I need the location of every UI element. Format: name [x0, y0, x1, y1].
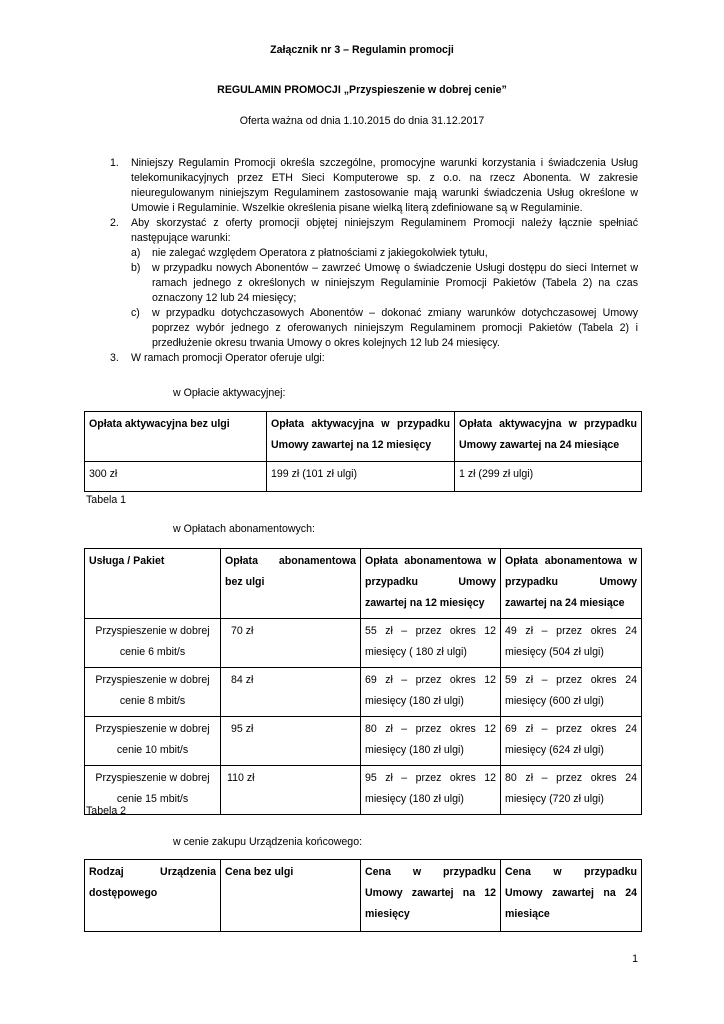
sub-item-letter: b) [131, 262, 141, 274]
rules-list [0, 156, 638, 366]
table-header-cell: Cena w przypadku Umowy zawartej na 24 miesiące [501, 860, 642, 932]
table-cell: 49 zł – przez okres 24 miesięcy (504 zł ulgi) [501, 619, 642, 668]
table-cell: 199 zł (101 zł ulgi) [267, 462, 455, 492]
table-header-cell: Opłata aktywacyjna w przypadku Umowy zawartej na 12 miesięcy [267, 412, 455, 462]
table-header-cell: Cena bez ulgi [221, 860, 361, 932]
item-number: 2. [110, 217, 119, 229]
table-cell: 1 zł (299 zł ulgi) [455, 462, 642, 492]
sub-item-text: nie zalegać względem Operatora z płatnościami z jakiegokolwiek tytułu, [152, 247, 488, 259]
table-cell: 110 zł [221, 766, 361, 815]
list-item [0, 216, 638, 246]
annex-title: Załącznik nr 3 – Regulamin promocji [270, 44, 454, 56]
table-cell: 69 zł – przez okres 24 miesięcy (624 zł ulgi) [501, 717, 642, 766]
table-header-cell: Usługa / Pakiet [85, 549, 221, 619]
sub-item [0, 246, 638, 261]
item-number: 3. [110, 352, 119, 364]
sub-item-text: w przypadku nowych Abonentów – zawrzeć Umowę o świadczenie Usługi dostępu do sieci Internet w ramach jednego z określonych w niniejszym Regulaminie Promocji Pakietów (Tabela 2) na czas oznaczony 12 lub 24 miesięcy; [152, 262, 638, 304]
table-row [85, 717, 642, 766]
table-cell: 55 zł – przez okres 12 miesięcy ( 180 zł ulgi) [361, 619, 501, 668]
sub-item-text: w przypadku dotychczasowych Abonentów – dokonać zmiany warunków dotychczasowej Umowy poprzez wybór jednego z oferowanych niniejszym Regulaminem promocji Pakietów (Tabela 2) i przedłużenie okresu trwania Umowy o okres kolejnych 12 lub 24 miesięcy. [152, 307, 638, 349]
sub-item-letter: a) [131, 247, 141, 259]
section-heading: w cenie zakupu Urządzenia końcowego: [173, 836, 363, 848]
table-header-row [85, 412, 642, 462]
activation-fee-table [84, 411, 642, 492]
list-item [0, 156, 638, 216]
device-price-table [84, 859, 642, 932]
table-row [85, 766, 642, 815]
table-header-cell: Opłata abonamentowa w przypadku Umowy zawartej na 12 miesięcy [361, 549, 501, 619]
table-cell: 70 zł [221, 619, 361, 668]
item-number: 1. [110, 157, 119, 169]
table-cell: 84 zł [221, 668, 361, 717]
validity-line: Oferta ważna od dnia 1.10.2015 do dnia 31.12.2017 [239, 115, 485, 127]
table-cell: 300 zł [85, 462, 267, 492]
item-text: Niniejszy Regulamin Promocji określa szczególne, promocyjne warunki korzystania i świadczenia Usług telekomunikacyjnych przez ETH Sieci Komputerowe sp. z o.o. na rzecz Abonenta. W zakresie nieuregulowanym niniejszym Regulaminem zastosowanie mają warunki świadczenia Usług określone w Umowie i Regulaminie. Wszelkie określenia pisane wielką literą zdefiniowane są w Regulaminie. [131, 157, 638, 214]
table-row [85, 462, 642, 492]
table-cell: 69 zł – przez okres 12 miesięcy (180 zł ulgi) [361, 668, 501, 717]
document-title: REGULAMIN PROMOCJI „Przyspieszenie w dobrej cenie” [217, 84, 507, 96]
table-caption: Tabela 1 [86, 494, 127, 506]
page-number: 1 [632, 953, 638, 965]
table-cell: 95 zł [221, 717, 361, 766]
table-header-cell: Opłata abonamentowa bez ulgi [221, 549, 361, 619]
table-cell: 80 zł – przez okres 12 miesięcy (180 zł ulgi) [361, 717, 501, 766]
table-cell: Przyspieszenie w dobrej cenie 8 mbit/s [85, 668, 221, 717]
sub-item [0, 306, 638, 351]
item-text: Aby skorzystać z oferty promocji objętej niniejszym Regulaminem Promocji należy łącznie spełniać następujące warunki: [131, 217, 638, 244]
table-header-row [85, 549, 642, 619]
sub-item-letter: c) [131, 307, 140, 319]
table-cell: Przyspieszenie w dobrej cenie 6 mbit/s [85, 619, 221, 668]
sub-item [0, 261, 638, 306]
table-header-cell: Opłata aktywacyjna w przypadku Umowy zawartej na 24 miesiące [455, 412, 642, 462]
item-text: W ramach promocji Operator oferuje ulgi: [131, 352, 325, 364]
table-cell: Przyspieszenie w dobrej cenie 15 mbit/s [85, 766, 221, 815]
section-heading: w Opłacie aktywacyjnej: [173, 387, 286, 399]
table-row [85, 668, 642, 717]
table-header-cell: Cena w przypadku Umowy zawartej na 12 miesięcy [361, 860, 501, 932]
list-item [0, 351, 638, 366]
table-header-cell: Rodzaj Urządzenia dostępowego [85, 860, 221, 932]
table-header-cell: Opłata aktywacyjna bez ulgi [85, 412, 267, 462]
table-caption: Tabela 2 [86, 805, 127, 817]
table-cell: 95 zł – przez okres 12 miesięcy (180 zł ulgi) [361, 766, 501, 815]
section-heading: w Opłatach abonamentowych: [173, 523, 315, 535]
table-header-cell: Opłata abonamentowa w przypadku Umowy zawartej na 24 miesiące [501, 549, 642, 619]
table-row [85, 619, 642, 668]
table-cell: 80 zł – przez okres 24 miesięcy (720 zł ulgi) [501, 766, 642, 815]
table-header-row [85, 860, 642, 932]
subscription-fee-table [84, 548, 642, 815]
table-cell: 59 zł – przez okres 24 miesięcy (600 zł ulgi) [501, 668, 642, 717]
table-cell: Przyspieszenie w dobrej cenie 10 mbit/s [85, 717, 221, 766]
